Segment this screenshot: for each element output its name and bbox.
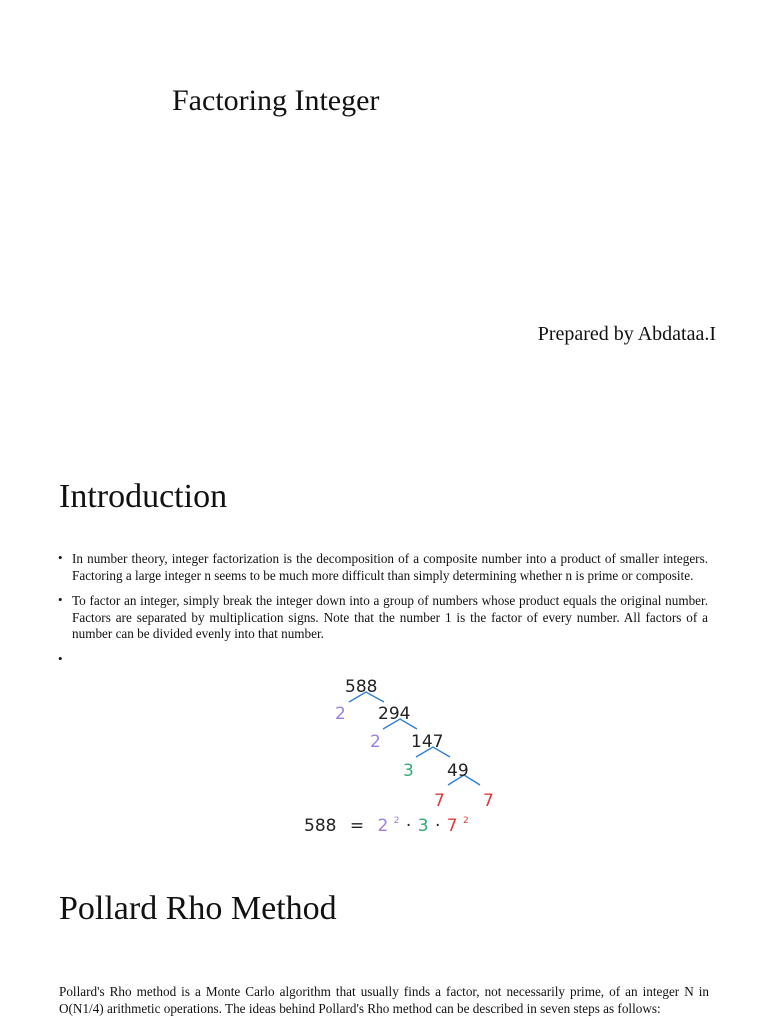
tree-node-2: 2: [335, 704, 346, 724]
equation-base-2: 2: [377, 816, 389, 836]
factor-tree-diagram: [296, 672, 506, 840]
equation-exponent-7: 2: [462, 816, 469, 826]
equation-equals: =: [349, 816, 365, 836]
tree-node-294: 294: [378, 704, 411, 724]
bullet-item: [58, 593, 708, 643]
introduction-bullet-list: [58, 551, 708, 679]
introduction-heading: Introduction: [59, 478, 228, 515]
tree-node-49: 49: [447, 761, 469, 781]
equation-exponent-2: 2: [393, 816, 400, 826]
equation-base-7: 7: [446, 816, 458, 836]
bullet-dot-icon: •: [58, 650, 63, 666]
equation-dot: ·: [434, 816, 441, 836]
tree-node-147: 147: [411, 732, 444, 752]
author-credit: Prepared by Abdataa.I: [537, 323, 716, 345]
slide-title: Factoring Integer: [172, 84, 380, 117]
pollard-rho-heading: Pollard Rho Method: [59, 890, 337, 927]
bullet-text: To factor an integer, simply break the integer down into a group of numbers whose product equals the original number. Factors are separated by multiplication signs. Note that the number 1 is the factor of every number. All factors of a number can be divided evenly into that number.: [72, 593, 708, 642]
bullet-text: In number theory, integer factorization is the decomposition of a composite number into a product of smaller integers. Factoring a large integer n seems to be much more difficult than simply determining whether n is prime or composite.: [72, 551, 708, 583]
tree-node-2: 2: [370, 732, 381, 752]
tree-node-3: 3: [403, 761, 414, 781]
tree-node-588: 588: [345, 677, 378, 697]
bullet-item: [58, 551, 708, 584]
equation-dot: ·: [405, 816, 412, 836]
bullet-dot-icon: •: [58, 550, 63, 565]
tree-node-7: 7: [483, 791, 494, 811]
equation-lhs: 588: [304, 816, 337, 836]
bullet-item: [58, 652, 708, 670]
pollard-rho-paragraph: Pollard's Rho method is a Monte Carlo algorithm that usually finds a factor, not necessarily prime, of an integer N in O(N1/4) arithmetic operations. The ideas behind Pollard's Rho method can be described in seven steps as follows:: [59, 984, 709, 1016]
factor-equation: [304, 808, 469, 836]
tree-node-7: 7: [434, 791, 445, 811]
equation-base-3: 3: [417, 816, 429, 836]
bullet-dot-icon: •: [58, 592, 63, 608]
